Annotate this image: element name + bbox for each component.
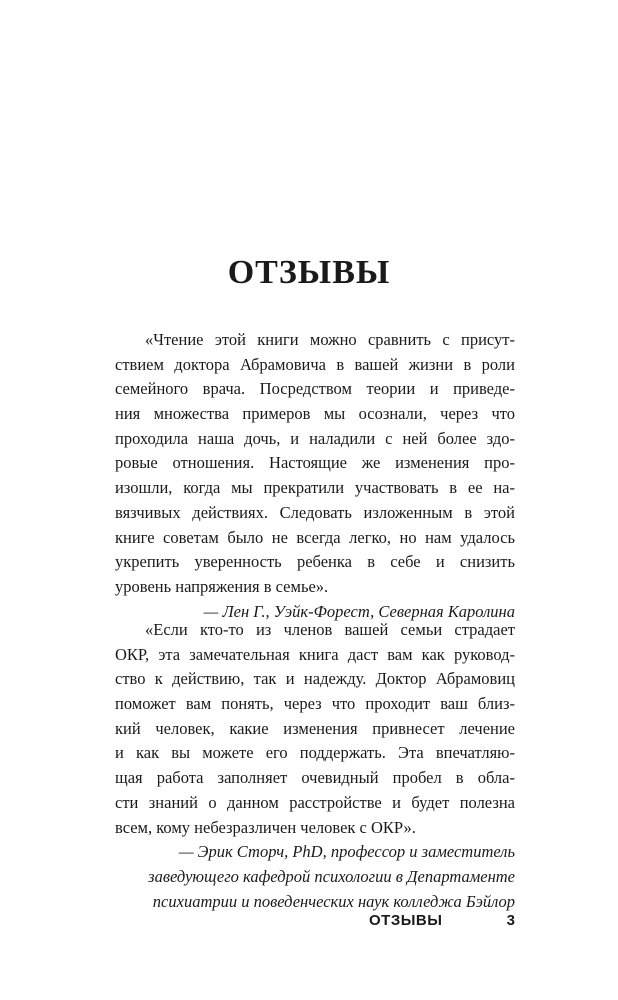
review-text-line: изошли, когда мы прекратили участвовать в ее на- xyxy=(115,478,515,498)
review-text-line: семейного врача. Посредством теории и приведе- xyxy=(115,379,515,399)
page-title: ОТЗЫВЫ xyxy=(227,253,391,291)
page-number: 3 xyxy=(506,912,515,929)
review-attribution: психиатрии и поведенческих наук колледжа Бэйлор xyxy=(152,891,515,911)
review-text-line: всем, кому небезразличен человек с ОКР». xyxy=(115,817,416,837)
review-text-line: ство к действию, так и надежду. Доктор Абрамовиц xyxy=(115,669,515,689)
review-text-line: ния множества примеров мы осознали, через что xyxy=(115,404,515,424)
review-text-line: ствием доктора Абрамовича в вашей жизни в роли xyxy=(115,354,515,374)
review-text-line: сти знаний о данном расстройстве и будет полезна xyxy=(115,792,515,812)
review-text-line: щая работа заполняет очевидный пробел в обла- xyxy=(115,768,515,788)
review-text-line: книге советам было не всегда легко, но нам удалось xyxy=(115,527,515,547)
review-text-line: вязчивых действиях. Следовать изложенным в этой xyxy=(115,502,515,522)
review-attribution: — Эрик Сторч, PhD, профессор и заместитель xyxy=(178,842,515,862)
review-attribution: заведующего кафедрой психологии в Департаменте xyxy=(148,866,515,886)
review-attribution: — Лен Г., Уэйк-Форест, Северная Каролина xyxy=(203,601,515,621)
review-text-line: укрепить уверенность ребенка в себе и снизить xyxy=(115,552,515,572)
review-text-line: «Чтение этой книги можно сравнить с присут- xyxy=(145,330,515,349)
review-text-line: и как вы можете его поддержать. Эта впечатляю- xyxy=(115,743,515,763)
review-text-line: ровые отношения. Настоящие же изменения про- xyxy=(115,453,515,473)
review-text-line: поможет вам понять, через что проходит ваш близ- xyxy=(115,694,515,714)
review-text-line: «Если кто-то из членов вашей семьи страдает xyxy=(145,620,515,639)
review-block xyxy=(115,618,515,914)
review-block xyxy=(115,328,515,624)
review-text-line: проходила наша дочь, и наладили с ней более здо- xyxy=(115,428,515,448)
review-text-line: кий человек, какие изменения привнесет лечение xyxy=(115,718,515,738)
running-title: ОТЗЫВЫ xyxy=(369,912,443,929)
review-text-line: ОКР, эта замечательная книга даст вам как руковод- xyxy=(115,644,515,664)
review-text-line: уровень напряжения в семье». xyxy=(115,576,329,596)
